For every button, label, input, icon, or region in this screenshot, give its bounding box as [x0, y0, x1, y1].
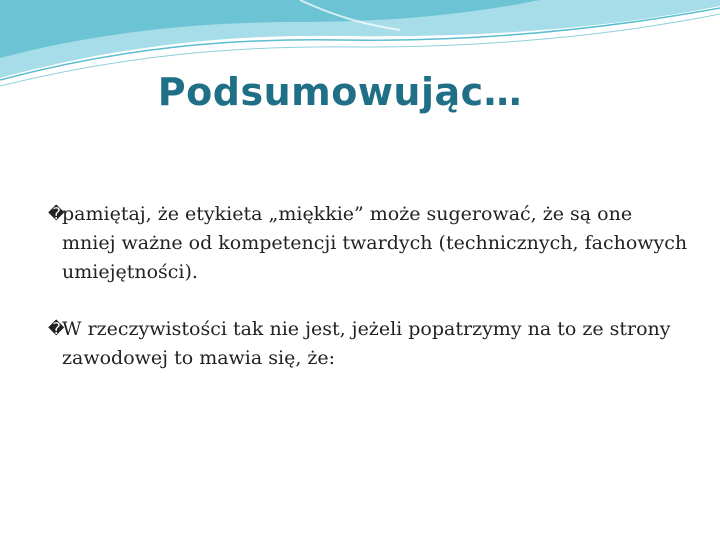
bullet-text-2: W rzeczywistości tak nie jest, jeżeli popatrzymy na to ze strony zawodowej to mawia się, że: — [62, 318, 671, 369]
missing-glyph-bullet-icon: � — [48, 204, 65, 223]
bullet-item-1 — [48, 200, 688, 287]
missing-glyph-bullet-icon: � — [48, 319, 65, 338]
slide-title: Podsumowując… — [157, 70, 523, 114]
bullet-text-1: pamiętaj, że etykieta „miękkie” może sugerować, że są one mniej ważne od kompetencji twardych (technicznych, fachowych umiejętności). — [62, 203, 688, 283]
bullet-list — [48, 200, 688, 401]
bullet-item-2 — [48, 315, 688, 373]
